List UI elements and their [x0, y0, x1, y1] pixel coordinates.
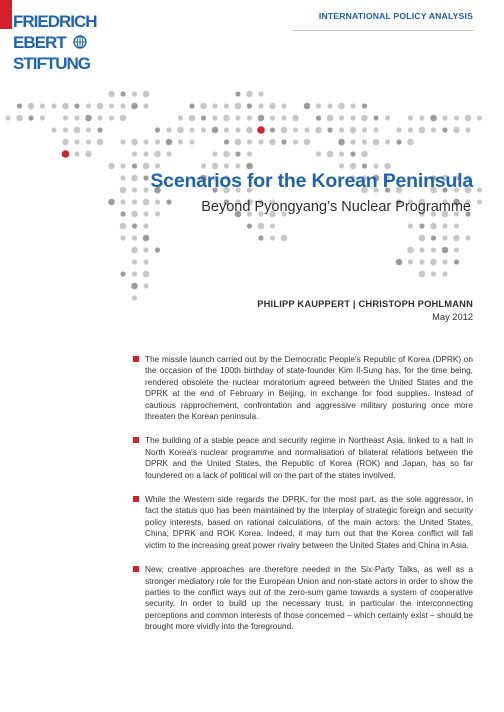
- summary-bullets: [133, 354, 473, 646]
- document-title: Scenarios for the Korean Peninsula: [150, 170, 473, 192]
- map-dot: [132, 235, 137, 240]
- map-dot: [430, 259, 437, 266]
- map-dot: [166, 199, 171, 204]
- map-dot: [339, 163, 344, 168]
- map-dot: [63, 127, 68, 132]
- map-dot: [316, 103, 321, 108]
- map-dot: [338, 139, 345, 146]
- map-dot: [97, 127, 102, 132]
- map-dot: [143, 223, 148, 228]
- map-dot: [178, 139, 183, 144]
- bullet-text: While the Western side regards the DPRK, for the most part, as the sole aggressor, in fact the status quo has been maintained by the interplay of strategic foreign and security policy interests, based on rational calculations, of the main actors: the United States, China, DPRK and ROK Korea. Indeed, it may turn out that the Korea conflict will fall victim to the increasing great power rivalry between the United States and China in Asia.: [145, 494, 473, 550]
- map-dot: [224, 163, 229, 168]
- map-dot: [431, 235, 436, 240]
- map-dot: [131, 283, 138, 290]
- bullet-text: The missile launch carried out by the Democratic People's Republic of Korea (DPRK) on the occasion of the 100th birthday of state-founder Kim Il-Sung has, for the time being, rendered obsolete the nuclear moratorium agreed between the United States and the DPRK at the end of February in Beijing, in exchange for food supplies. Instead of cautious rapprochement, confrontation and aggressive military posturing once more threaten the Korean peninsula.: [145, 354, 473, 422]
- map-dot: [373, 139, 380, 146]
- map-dot: [74, 103, 79, 108]
- map-dot: [155, 199, 160, 204]
- map-dot: [212, 103, 217, 108]
- map-dot: [212, 127, 219, 134]
- map-dot: [189, 127, 194, 132]
- map-dot-highlight: [62, 150, 70, 158]
- map-dot: [201, 127, 206, 132]
- map-dot: [293, 127, 298, 132]
- map-dot: [315, 127, 322, 134]
- map-dot: [281, 115, 286, 120]
- map-dot: [143, 187, 148, 192]
- map-dot: [407, 247, 414, 254]
- bullet-square-icon: [133, 566, 139, 572]
- map-dot: [74, 127, 81, 134]
- map-dot: [224, 127, 229, 132]
- map-dot: [235, 139, 242, 146]
- globe-icon: [74, 36, 86, 48]
- map-dot: [97, 139, 104, 146]
- map-dot: [85, 151, 92, 158]
- map-dot: [453, 127, 460, 134]
- map-dot: [442, 115, 447, 120]
- map-dot: [28, 103, 35, 110]
- map-dot: [430, 223, 437, 230]
- map-dot: [132, 199, 137, 204]
- map-dot: [131, 175, 138, 182]
- bullet-square-icon: [133, 496, 139, 502]
- map-dot: [292, 115, 299, 122]
- map-dot: [143, 91, 150, 98]
- series-label: INTERNATIONAL POLICY ANALYSIS: [318, 11, 473, 21]
- map-dot: [131, 247, 138, 254]
- map-dot: [235, 151, 240, 156]
- summary-bullet: [133, 354, 473, 422]
- header-divider: [293, 30, 474, 31]
- map-dot: [408, 115, 413, 120]
- map-dot: [120, 211, 125, 216]
- map-dot: [281, 235, 288, 242]
- map-dot: [442, 259, 447, 264]
- document-subtitle: Beyond Pyongyang’s Nuclear Programme: [201, 199, 471, 215]
- map-dot: [339, 151, 344, 156]
- map-dot: [419, 271, 426, 278]
- map-dot: [120, 139, 125, 144]
- map-dot: [281, 103, 286, 108]
- map-dot: [442, 247, 449, 254]
- map-dot: [62, 139, 69, 146]
- map-dot: [212, 151, 217, 156]
- map-dot: [419, 259, 424, 264]
- map-dot: [166, 151, 171, 156]
- map-dot: [281, 127, 288, 134]
- map-dot: [258, 235, 263, 240]
- map-dot: [40, 103, 45, 108]
- map-dot: [235, 103, 242, 110]
- map-dot: [477, 115, 482, 120]
- map-dot: [235, 163, 240, 168]
- map-dot: [373, 163, 378, 168]
- map-dot: [419, 127, 426, 134]
- map-dot: [86, 139, 91, 144]
- map-dot: [431, 271, 436, 276]
- map-dot: [74, 115, 79, 120]
- map-dot: [143, 199, 150, 206]
- map-dot: [97, 115, 102, 120]
- map-dot: [304, 103, 311, 110]
- map-dot: [327, 115, 334, 122]
- logo-red-block: [0, 0, 12, 29]
- map-dot: [235, 91, 240, 96]
- map-dot: [396, 139, 401, 144]
- map-dot: [131, 139, 138, 146]
- bullet-text: The building of a stable peace and security regime in Northeast Asia, linked to a halt in North Korea's nuclear programme and normalisation of bilateral relations between the DPRK and the United States, the Republic of Korea (ROK) and Japan, has so far foundered on a lack of political will on the part of the states involved.: [145, 435, 473, 480]
- map-dot: [362, 127, 367, 132]
- map-dot: [5, 115, 10, 120]
- map-dot: [247, 103, 252, 108]
- map-dot: [304, 139, 311, 146]
- map-dot: [74, 151, 79, 156]
- map-dot: [419, 235, 426, 242]
- bullet-text: New, creative approaches are therefore needed in the Six-Party Talks, as well as a stronger mediatory role for the European Union and non-state actors in order to show the parties to the conflict ways out of the zero-sum game towards a system of cooperative security. In order to build up the necessary trust, in particular the interconnecting perceptions and common interests of those concerned – which certainly exist – should be brought more vividly into the foreground.: [145, 564, 473, 632]
- map-dot: [63, 115, 68, 120]
- map-dot: [270, 127, 275, 132]
- map-dot: [350, 151, 355, 156]
- map-dot: [465, 127, 470, 132]
- map-dot: [407, 139, 414, 146]
- map-dot: [258, 115, 265, 122]
- map-dot: [477, 199, 482, 204]
- map-dot: [419, 115, 424, 120]
- map-dot: [223, 115, 230, 122]
- map-dot: [224, 103, 229, 108]
- map-dot: [200, 103, 207, 110]
- map-dot: [454, 115, 459, 120]
- map-dot: [131, 103, 138, 110]
- map-dot: [201, 115, 206, 120]
- map-dot: [40, 115, 45, 120]
- map-dot: [189, 139, 194, 144]
- map-dot: [143, 235, 150, 242]
- map-dot: [269, 103, 276, 110]
- map-dot: [17, 103, 22, 108]
- map-dot: [132, 91, 137, 96]
- map-dot: [143, 163, 150, 170]
- map-dot: [316, 115, 321, 120]
- map-dot: [465, 115, 472, 122]
- map-dot: [177, 127, 184, 134]
- map-dot: [258, 103, 263, 108]
- map-dot: [108, 199, 115, 206]
- map-dot: [108, 91, 115, 98]
- summary-bullet: [133, 494, 473, 551]
- summary-bullet: [133, 435, 473, 481]
- logo-line-3: STIFTUNG: [13, 54, 90, 73]
- map-dot: [62, 103, 69, 110]
- map-dot: [454, 247, 459, 252]
- map-dot: [224, 139, 229, 144]
- map-dot: [143, 151, 148, 156]
- map-dot: [212, 163, 219, 170]
- map-dot: [235, 115, 240, 120]
- map-dot: [327, 127, 332, 132]
- map-dot: [155, 139, 160, 144]
- map-dot: [442, 223, 447, 228]
- map-dot: [362, 103, 367, 108]
- map-dot: [442, 127, 447, 132]
- map-dot: [465, 235, 470, 240]
- map-dot: [408, 223, 413, 228]
- map-dot: [120, 271, 125, 276]
- map-dot: [143, 175, 148, 180]
- map-dot: [362, 139, 367, 144]
- map-dot: [212, 115, 217, 120]
- map-dot: [85, 115, 92, 122]
- map-dot: [327, 103, 332, 108]
- map-dot: [408, 127, 413, 132]
- map-dot: [143, 271, 150, 278]
- map-dot: [166, 139, 173, 146]
- map-dot: [246, 91, 253, 98]
- map-dot: [270, 235, 275, 240]
- map-dot: [361, 151, 368, 158]
- map-dot: [143, 103, 148, 108]
- map-dot: [51, 103, 56, 108]
- map-dot: [258, 223, 265, 230]
- map-dot: [120, 175, 125, 180]
- map-dot: [74, 139, 79, 144]
- map-dot: [16, 115, 23, 122]
- map-dot: [270, 115, 275, 120]
- map-dot: [86, 127, 91, 132]
- map-dot: [373, 127, 378, 132]
- map-dot: [384, 163, 391, 170]
- map-dot: [442, 235, 447, 240]
- bullet-square-icon: [133, 437, 139, 443]
- map-dot: [350, 127, 357, 134]
- map-dot: [132, 259, 137, 264]
- map-dot: [316, 151, 321, 156]
- map-dot: [385, 115, 390, 120]
- map-dot: [453, 235, 460, 242]
- fes-logo: [0, 0, 148, 76]
- map-dot: [132, 151, 137, 156]
- map-dot: [120, 163, 125, 168]
- map-dot: [281, 139, 286, 144]
- map-dot: [154, 151, 161, 158]
- map-dot: [120, 115, 127, 122]
- map-dot: [201, 163, 206, 168]
- map-dot: [350, 139, 355, 144]
- map-dot: [350, 115, 355, 120]
- map-dot: [120, 103, 125, 108]
- map-dot: [108, 163, 115, 170]
- map-dot: [246, 127, 253, 134]
- map-dot: [86, 103, 91, 108]
- map-dot: [120, 223, 127, 230]
- map-dot: [143, 259, 148, 264]
- map-dot: [350, 103, 355, 108]
- map-dot: [132, 187, 137, 192]
- map-dot: [235, 127, 240, 132]
- map-dot: [246, 163, 253, 170]
- map-dot: [143, 283, 148, 288]
- map-dot: [109, 115, 114, 120]
- map-dot: [155, 163, 160, 168]
- map-dot: [247, 115, 252, 120]
- map-dot: [247, 151, 252, 156]
- map-dot: [431, 127, 436, 132]
- map-dot: [373, 115, 378, 120]
- map-dot: [269, 139, 276, 146]
- map-dot: [155, 211, 160, 216]
- map-dot: [166, 127, 171, 132]
- map-dot: [132, 295, 137, 300]
- map-dot: [132, 271, 137, 276]
- map-dot: [362, 163, 367, 168]
- map-dot: [143, 211, 148, 216]
- map-dot: [132, 163, 137, 168]
- map-dot: [419, 247, 424, 252]
- map-dot: [51, 127, 56, 132]
- map-dot: [304, 127, 309, 132]
- map-dot-highlight: [257, 126, 265, 134]
- map-dot: [396, 127, 401, 132]
- map-dot: [120, 199, 125, 204]
- map-dot: [385, 139, 390, 144]
- map-dot: [430, 115, 437, 122]
- publication-date: May 2012: [432, 312, 473, 322]
- map-dot: [431, 247, 436, 252]
- map-dot: [223, 151, 230, 158]
- map-dot: [350, 163, 357, 170]
- map-dot: [247, 139, 252, 144]
- map-dot: [408, 259, 413, 264]
- map-dot: [109, 103, 114, 108]
- map-dot: [339, 115, 344, 120]
- logo-line-2: EBERT: [13, 33, 66, 52]
- map-dot: [327, 151, 334, 158]
- map-dot: [270, 223, 275, 228]
- map-dot: [155, 247, 160, 252]
- map-dot: [155, 127, 160, 132]
- map-dot: [454, 223, 459, 228]
- map-dot: [258, 91, 263, 96]
- map-dot: [131, 211, 138, 218]
- map-dot: [339, 127, 344, 132]
- map-dot: [178, 115, 183, 120]
- map-dot: [338, 103, 345, 110]
- authors: PHILIPP KAUPPERT | CHRISTOPH POHLMANN: [257, 299, 473, 309]
- logo-line-1: FRIEDRICH: [13, 12, 97, 31]
- map-dot: [477, 187, 482, 192]
- map-dot: [247, 223, 252, 228]
- map-dot: [120, 187, 127, 194]
- map-dot: [132, 223, 137, 228]
- map-dot: [361, 115, 368, 122]
- map-dot: [419, 223, 424, 228]
- map-dot: [454, 259, 459, 264]
- map-dot: [120, 91, 125, 96]
- map-dot: [396, 259, 403, 266]
- map-dot: [28, 115, 33, 120]
- summary-bullet: [133, 564, 473, 632]
- bullet-square-icon: [133, 356, 139, 362]
- map-dot: [189, 103, 194, 108]
- map-dot: [120, 235, 125, 240]
- map-dot: [143, 139, 148, 144]
- map-dot: [97, 103, 104, 110]
- map-dot: [189, 115, 196, 122]
- map-dot: [258, 139, 263, 144]
- map-dot: [293, 139, 298, 144]
- map-dot: [442, 271, 447, 276]
- map-dot: [143, 247, 148, 252]
